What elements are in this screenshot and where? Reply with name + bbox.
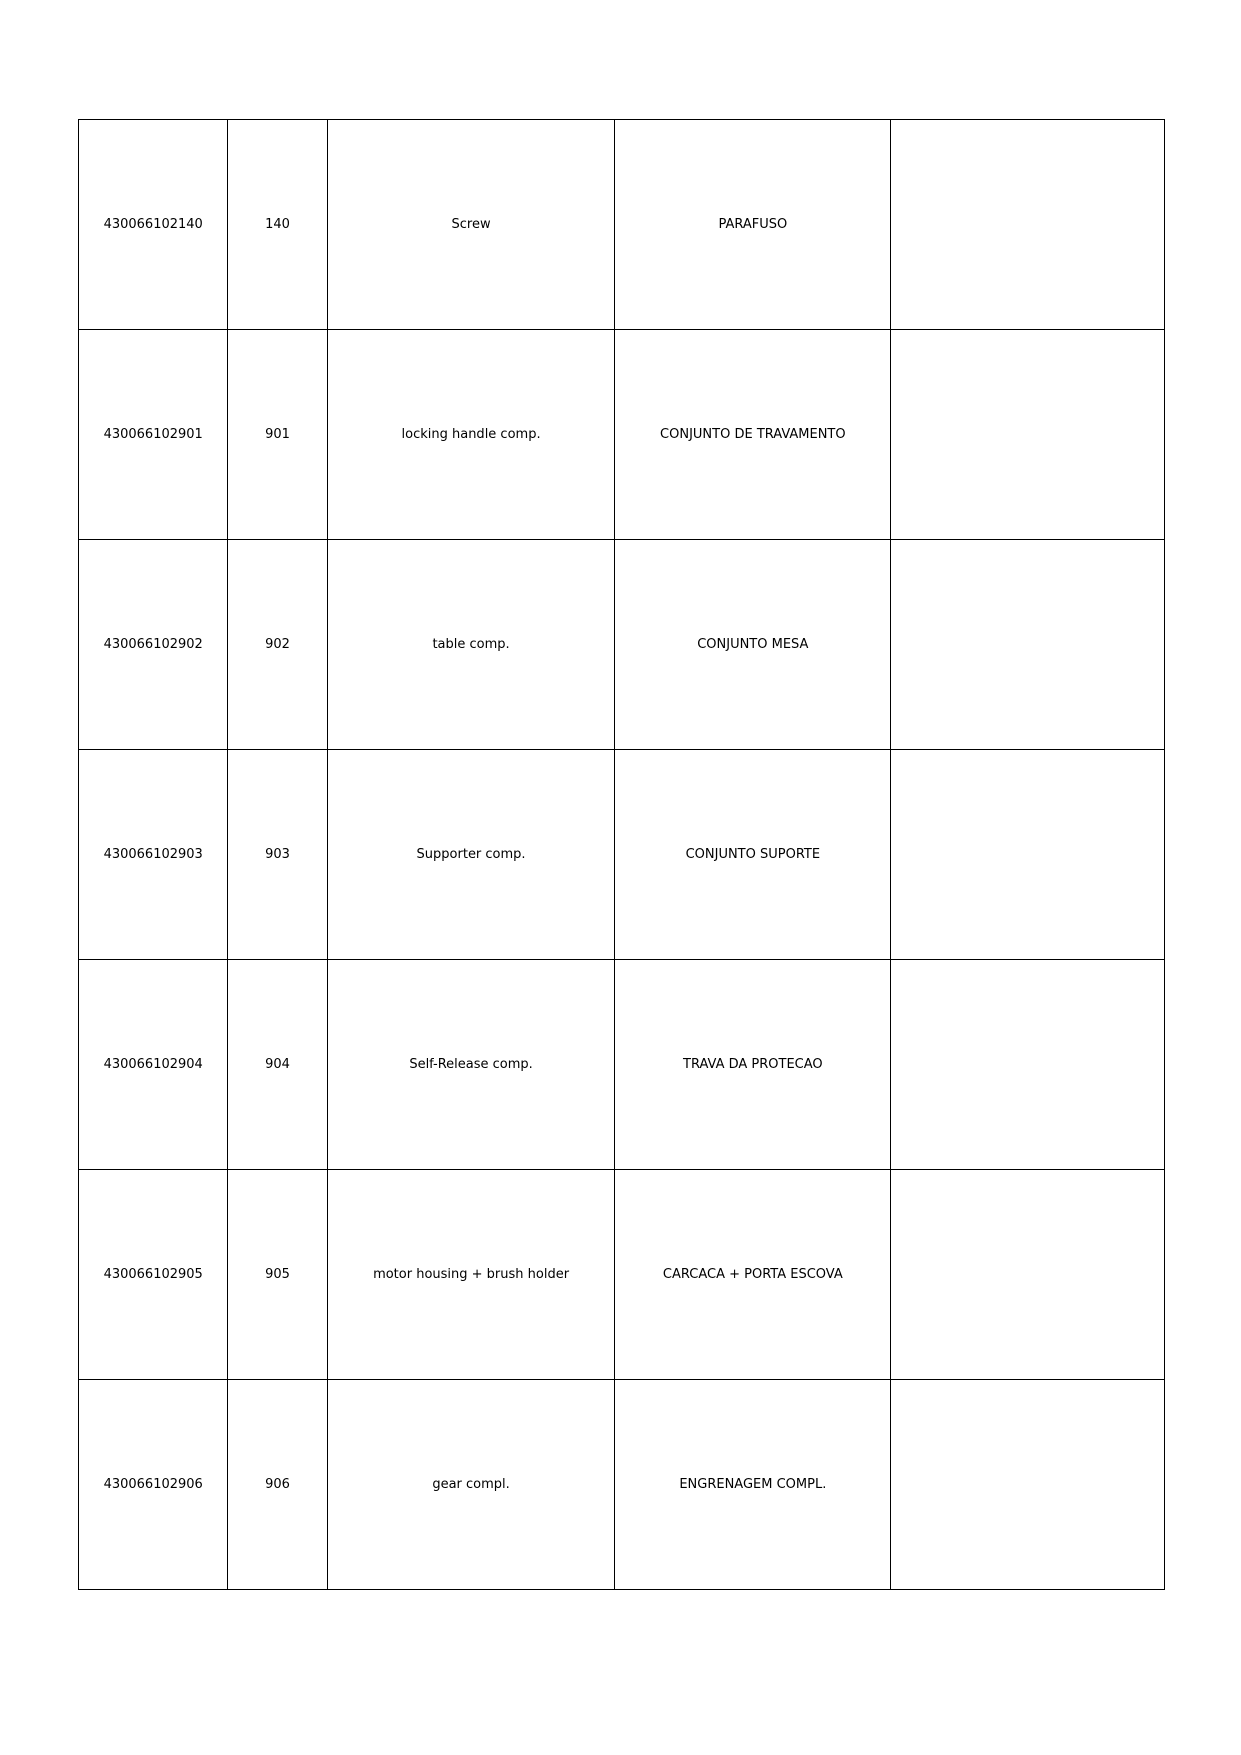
table-row (79, 1380, 1165, 1590)
part-code-cell: 430066102904 (79, 960, 228, 1170)
notes-cell (891, 960, 1165, 1170)
position-cell: 905 (228, 1170, 327, 1380)
position-cell: 902 (228, 540, 327, 750)
description-pt-cell: CONJUNTO MESA (615, 540, 891, 750)
notes-cell (891, 120, 1165, 330)
table-row (79, 120, 1165, 330)
description-pt-cell: PARAFUSO (615, 120, 891, 330)
description-pt-cell: TRAVA DA PROTECAO (615, 960, 891, 1170)
table-row (79, 960, 1165, 1170)
table-row (79, 1170, 1165, 1380)
notes-cell (891, 750, 1165, 960)
part-code-cell: 430066102901 (79, 330, 228, 540)
description-en-cell: gear compl. (327, 1380, 615, 1590)
part-code-cell: 430066102902 (79, 540, 228, 750)
description-pt-cell: ENGRENAGEM COMPL. (615, 1380, 891, 1590)
description-en-cell: Supporter comp. (327, 750, 615, 960)
description-en-cell: Screw (327, 120, 615, 330)
description-pt-cell: CONJUNTO DE TRAVAMENTO (615, 330, 891, 540)
notes-cell (891, 1170, 1165, 1380)
position-cell: 901 (228, 330, 327, 540)
notes-cell (891, 330, 1165, 540)
notes-cell (891, 540, 1165, 750)
description-pt-cell: CONJUNTO SUPORTE (615, 750, 891, 960)
description-en-cell: Self-Release comp. (327, 960, 615, 1170)
position-cell: 903 (228, 750, 327, 960)
part-code-cell: 430066102140 (79, 120, 228, 330)
description-pt-cell: CARCACA + PORTA ESCOVA (615, 1170, 891, 1380)
part-code-cell: 430066102905 (79, 1170, 228, 1380)
description-en-cell: motor housing + brush holder (327, 1170, 615, 1380)
table-row (79, 540, 1165, 750)
description-en-cell: table comp. (327, 540, 615, 750)
position-cell: 140 (228, 120, 327, 330)
position-cell: 906 (228, 1380, 327, 1590)
part-code-cell: 430066102906 (79, 1380, 228, 1590)
position-cell: 904 (228, 960, 327, 1170)
part-code-cell: 430066102903 (79, 750, 228, 960)
notes-cell (891, 1380, 1165, 1590)
parts-table-body (79, 120, 1165, 1590)
table-row (79, 750, 1165, 960)
parts-table (78, 119, 1165, 1590)
description-en-cell: locking handle comp. (327, 330, 615, 540)
table-row (79, 330, 1165, 540)
